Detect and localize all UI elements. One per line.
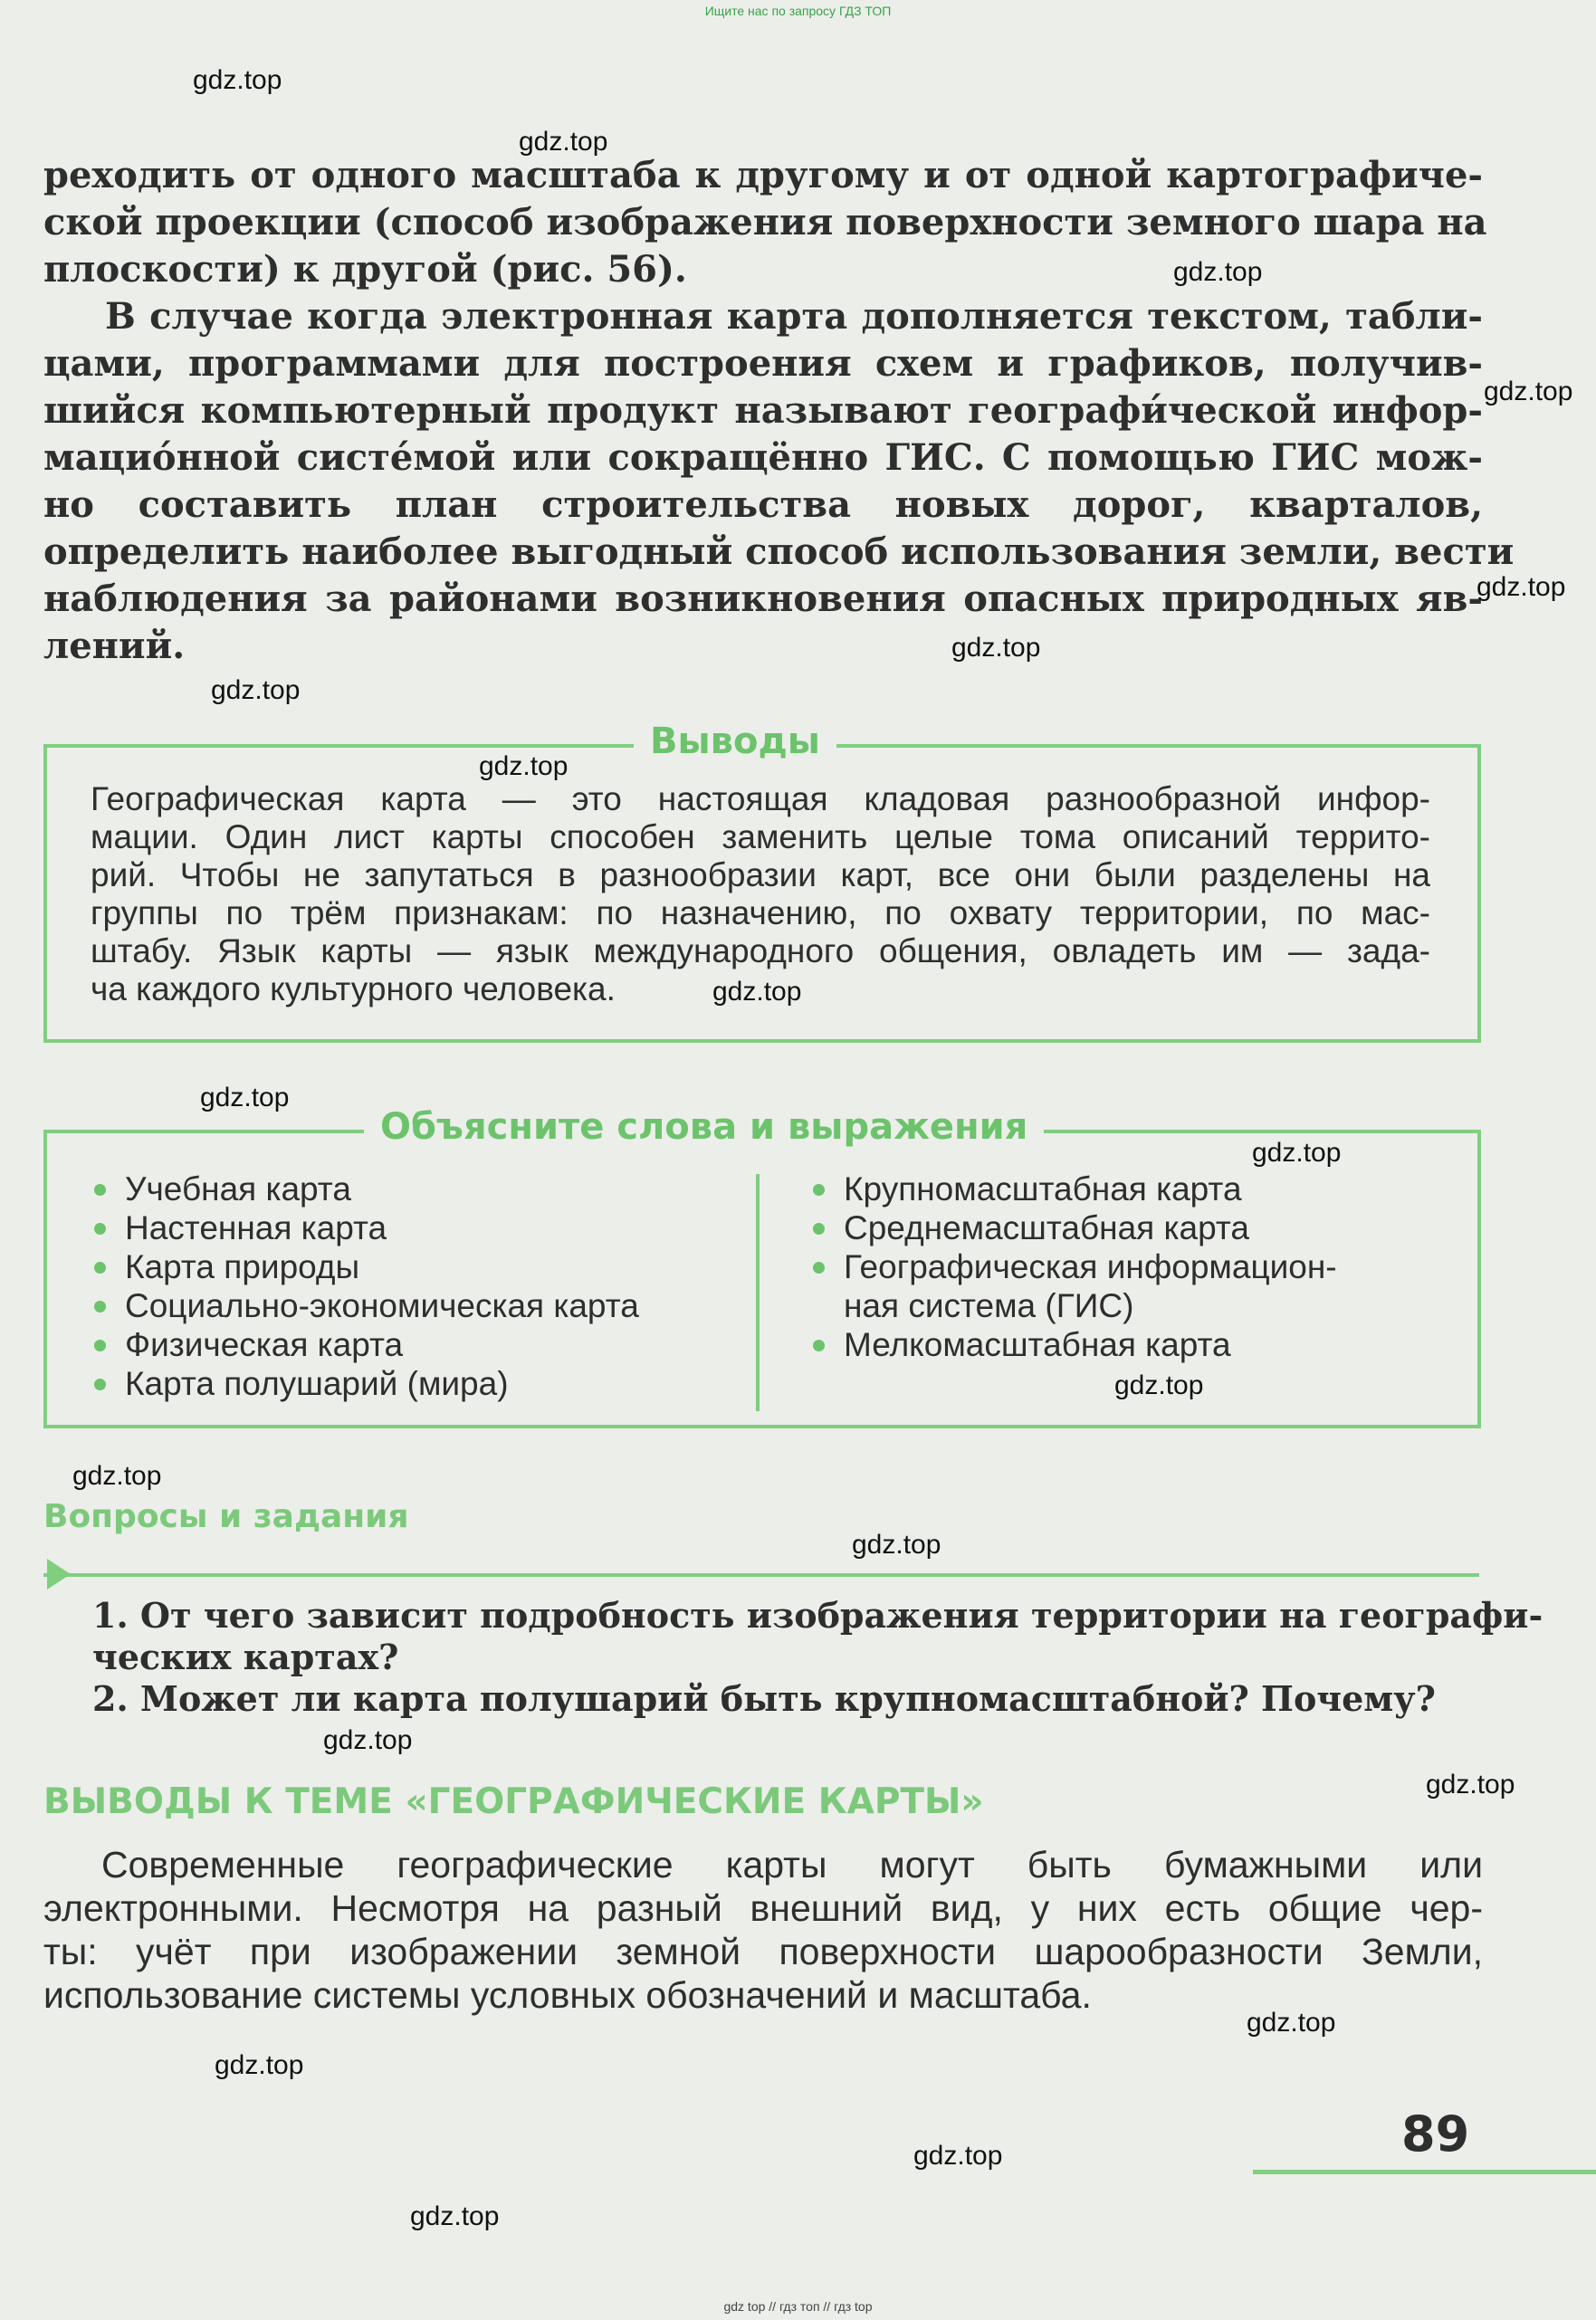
bullet-icon [94,1379,106,1390]
arrow-right-icon [47,1559,71,1590]
bullet-icon [94,1340,106,1351]
gis-line: цами, программами для построения схем и графиков, получив- [43,342,1483,385]
bullet-icon [94,1223,106,1235]
gis-paragraph [43,293,1515,670]
list-item: Мелкомасштабная карта [809,1325,1337,1364]
watermark: gdz.top [519,127,608,157]
topic-summary-title: ВЫВОДЫ К ТЕМЕ «ГЕОГРАФИЧЕСКИЕ КАРТЫ» [43,1781,984,1822]
bullet-icon [813,1340,825,1351]
topic-line: электронными. Несмотря на разный внешний вид, у них есть общие чер- [43,1887,1483,1929]
page-number: 89 [1401,2105,1470,2162]
watermark: gdz.top [1484,377,1573,406]
watermark: gdz.top [1252,1138,1342,1168]
summary-title: Выводы [634,721,836,762]
list-item: ная система (ГИС) [844,1287,1134,1324]
topic-line: ты: учёт при изображении земной поверхности шарообразности Земли, [43,1931,1483,1972]
gis-line: наблюдения за районами возникновения опасных природных яв- [43,578,1483,620]
watermark: gdz.top [1173,257,1263,287]
list-item: Карта полушарий (мира) [91,1364,639,1403]
summary-line: штабу. Язык карты — язык международного общения, овладеть им — зада- [91,932,1430,969]
bullet-icon [94,1262,106,1274]
watermark: gdz.top [913,2141,1003,2171]
terms-right-list [809,1170,1337,1364]
gis-line: шийся компьютерный продукт называют географи́ческой инфор- [43,389,1483,432]
list-item: Физическая карта [91,1325,639,1364]
watermark: gdz.top [323,1725,413,1755]
bullet-icon [813,1223,825,1235]
page-rule [1253,2170,1596,2174]
watermark: gdz.top [479,751,569,781]
questions-list [92,1595,1543,1720]
list-item: Учебная карта [91,1170,639,1208]
watermark: gdz.top [193,65,282,95]
terms-divider [756,1174,760,1411]
bullet-icon [813,1184,825,1196]
bottom-banner[interactable]: gdz top // гдз топ // гдз top [723,2299,873,2314]
gis-line: определить наиболее выгодный способ использования земли, вести [43,530,1515,573]
bullet-icon [94,1301,106,1313]
watermark: gdz.top [712,977,802,1007]
watermark: gdz.top [1247,2008,1336,2038]
watermark: gdz.top [72,1461,162,1491]
intro-line: реходить от одного масштаба к другому и от одной картографиче- [43,154,1483,196]
questions-rule [43,1573,1479,1577]
summary-line: ча каждого культурного человека. [91,970,616,1007]
list-item: Географическая информацион- [809,1247,1337,1286]
gis-line: лений. [43,625,186,667]
list-item: Карта природы [91,1247,639,1286]
watermark: gdz.top [951,633,1041,663]
summary-text [91,780,1430,1008]
topic-summary-text [43,1843,1483,2017]
summary-line: Географическая карта — это настоящая кладовая разнообразной инфор- [91,780,1430,817]
intro-line: ской проекции (способ изображения поверхности земного шара на [43,201,1487,243]
topic-line: использование системы условных обозначений и масштаба. [43,1974,1092,2016]
list-item: Социально-экономическая карта [91,1286,639,1325]
summary-line: рий. Чтобы не запутаться в разнообразии карт, все они были разделены на [91,856,1430,893]
intro-paragraph [43,152,1487,293]
bullet-icon [94,1184,106,1196]
question-line: ческих картах? [92,1637,399,1677]
terms-title: Объясните слова и выражения [364,1106,1044,1148]
watermark: gdz.top [215,2050,304,2080]
top-banner[interactable]: Ищите нас по запросу ГДЗ ТОП [704,4,892,18]
questions-title: Вопросы и задания [43,1498,409,1535]
watermark: gdz.top [852,1530,941,1560]
terms-left-list [91,1170,639,1403]
list-item: Настенная карта [91,1208,639,1247]
intro-line: плоскости) к другой (рис. 56). [43,248,687,291]
bullet-icon [813,1262,825,1274]
watermark: gdz.top [410,2201,500,2231]
list-item: Среднемасштабная карта [809,1208,1337,1247]
watermark: gdz.top [1477,572,1566,602]
gis-line: мацио́нной систе́мой или сокращённо ГИС. С помощью ГИС мож- [43,436,1483,479]
watermark: gdz.top [200,1083,290,1112]
watermark: gdz.top [1426,1770,1515,1800]
gis-line: В случае когда электронная карта дополняется текстом, табли- [105,295,1483,338]
question-line: 1. От чего зависит подробность изображения территории на географи- [92,1595,1543,1636]
list-item: Крупномасштабная карта [809,1170,1337,1208]
watermark: gdz.top [1114,1370,1204,1400]
watermark: gdz.top [211,675,301,705]
topic-line: Современные географические карты могут быть бумажными или [101,1844,1483,1886]
question-line: 2. Может ли карта полушарий быть крупномасштабной? Почему? [92,1678,1436,1719]
summary-line: группы по трём признакам: по назначению, по охвату территории, по мас- [91,894,1430,931]
summary-line: мации. Один лист карты способен заменить целые тома описаний террито- [91,818,1430,855]
gis-line: но составить план строительства новых дорог, кварталов, [43,483,1483,526]
